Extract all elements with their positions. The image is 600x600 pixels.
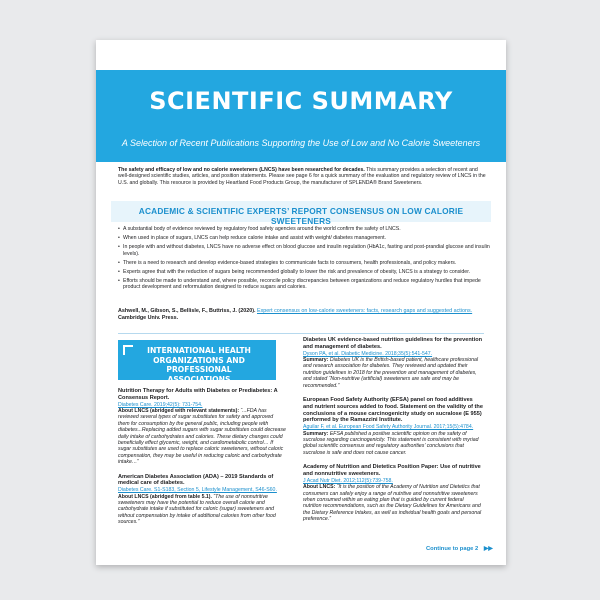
entry-text: “The use of nonnutritive sweeteners may have the potential to reduce overall calorie and carbohydrate intake if substituted for caloric (sugar) sweeteners and without compensation by intake of additional calories from other food sources.” — [118, 493, 276, 526]
entry-title: American Diabetes Association (ADA) – 2019 Standards of medical care of diabetes. — [118, 473, 274, 487]
right-column — [303, 337, 483, 531]
entry-text: “...FDA has reviewed several types of sugar substitutes for safety and approved them for consumption by the general public, including people with diabetes...Replacing added sugars with sugar substitutes could decrease daily intake of carbohydrates and calories. These dietary changes could beneficially effect glycemic, weight, and cardiometabolic control… If sugar substitutes are used to replace caloric sweeteners, without caloric compensation, they may be useful in reducing caloric and carbohydrate intake…” — [118, 408, 286, 466]
entry-title: Diabetes UK evidence-based nutrition guidelines for the prevention and management of diabetes. — [303, 337, 483, 350]
entry-text: Diabetes UK is the British-based patient, healthcare professional and research association for diabetes. They reviewed and updated their nutrition guidelines in 2018 for the prevention and management of diabetes, and stated “Non-nutritive (artificial) sweeteners are safe and may be recommended.” — [303, 357, 479, 389]
bracket-icon — [123, 345, 133, 355]
consensus-citation — [118, 308, 488, 322]
document-page — [96, 40, 506, 565]
intro-paragraph — [118, 167, 488, 186]
list-item: • Efforts should be made to understand and, where possible, reconcile policy discrepancies between organizations and reduce regulatory hurdles that impede product development and reformulation designed to reduce sugars and calories. — [118, 278, 490, 290]
list-item: • When used in place of sugars, LNCS can help reduce calorie intake and assist with weight/ diabetes management. — [118, 235, 490, 241]
double-arrow-icon: ▶▶ — [483, 546, 493, 552]
consensus-title: ACADEMIC & SCIENTIFIC EXPERTS’ REPORT CONSENSUS ON LOW CALORIE SWEETENERS — [138, 206, 464, 226]
publication-entry — [303, 464, 483, 522]
publication-entry — [303, 397, 483, 456]
entry-key: About LNCS: — [303, 484, 336, 491]
entry-body — [118, 408, 286, 466]
consensus-band — [111, 201, 491, 226]
entry-key: About LNCS (abridged with relevant statements): — [118, 408, 240, 414]
entry-key: About LNCS (abridged from table 5.1). — [118, 493, 212, 500]
list-item: • There is a need to research and develop evidence-based strategies to communicate facts to consumers, health professionals, and policy makers. — [118, 260, 490, 266]
intro-bold: The safety and efficacy of low and no calorie sweeteners (LNCS) have been researched for decades. — [118, 167, 365, 173]
list-item: • Experts agree that with the reduction of sugars being recommended globally to lower the risk and prevalence of obesity, LNCS is a strategy to consider. — [118, 269, 490, 275]
title-banner — [96, 70, 506, 162]
left-column — [118, 340, 286, 534]
entry-reference-link[interactable]: Diabetes Care. 2019;42(5): 731-754. — [118, 401, 203, 408]
intro-text: This summary provides a selection of recent and well-designed scientific studies, articles, and position statements. Please see page 6 for a quick summary of the evaluation and regulatory review of LNCS in the U.S. and globally. This resource is provided by Heartland Food Products Group, the manufacturer of SPLENDA® Brand Sweeteners. — [118, 167, 486, 186]
intl-orgs-banner — [118, 340, 276, 384]
entry-reference-link[interactable]: Diabetes Care. S1-S183, Section 5, Lifestyle Management, S46-S60. — [118, 487, 277, 494]
publication-entry — [118, 388, 286, 466]
consensus-list — [118, 226, 490, 294]
entry-text: EFSA published a positive scientific opinion on the safety of sucralose regarding carcinogenicity. This statement is consistent with myriad global scientific consensus and regulatory authorities’ conclusions that sucralose is safe and does not cause cancer. — [303, 430, 479, 456]
entry-title: European Food Safety Authority (EFSA) panel on food additives and nutrient sources added to food. Statement on the validity of the conclusions of a mouse carcinogenicity study on sucralose (E 955) performed by the Ramazzini Institute. — [303, 397, 483, 424]
entry-reference-link[interactable]: Aguilar F, et al. European Food Safety Authority Journal. 2017;15(5):4784. — [303, 424, 474, 431]
publication-entry — [118, 474, 286, 526]
continue-link[interactable] — [426, 546, 493, 552]
entry-reference-link[interactable]: J Acad Nutr Diet. 2012;112(5):739-758. — [303, 477, 393, 484]
citation-journal: Cambridge Univ. Press. — [118, 315, 179, 321]
page-title: SCIENTIFIC SUMMARY — [149, 87, 453, 115]
continue-label: Continue to page 2 — [426, 546, 479, 552]
entry-body — [303, 484, 483, 522]
entry-body — [303, 431, 483, 457]
entry-title: Nutrition Therapy for Adults with Diabetes or Prediabetes: A Consensus Report. — [118, 388, 278, 401]
intl-orgs-label: INTERNATIONAL HEALTH ORGANIZATIONS AND PROFESSIONAL ASSOCIATIONS — [147, 346, 251, 384]
entry-reference-link[interactable]: Dyson PA, et al. Diabetic Medicine. 2018;35(5):541-547. — [303, 350, 433, 357]
section-divider — [118, 333, 484, 334]
page-subtitle: A Selection of Recent Publications Supporting the Use of Low and No Calorie Sweeteners — [121, 138, 481, 148]
citation-link[interactable]: Expert consensus on low-calorie sweeteners: facts, research gaps and suggested actions. — [257, 308, 473, 314]
entry-text: “It is the position of the Academy of Nutrition and Dietetics that consumers can safely enjoy a range of nutritive and nonnutritive sweeteners when consumed within an eating plan that is guided by current federal nutrition recommendations, such as the Dietary Guidelines for Americans and the Dietary Reference Intakes, as well as individual health goals and personal preference.” — [303, 484, 482, 523]
entry-key: Summary: — [303, 357, 329, 363]
list-item: • In people with and without diabetes, LNCS have no adverse effect on blood glucose and insulin regulation (HbA1c, fasting and post-prandial glucose and insulin levels). — [118, 244, 490, 256]
entry-body — [303, 357, 483, 389]
list-item: • A substantial body of evidence reviewed by regulatory food safety agencies around the world confirm the safety of LNCS. — [118, 226, 490, 232]
publication-entry — [303, 337, 483, 389]
citation-authors: Ashwell, M., Gibson, S., Bellisle, F., Buttriss, J. (2020). — [118, 308, 256, 314]
entry-body — [118, 494, 286, 526]
entry-key: Summary: — [303, 430, 329, 437]
entry-title: Academy of Nutrition and Dietetics Position Paper: Use of nutritive and nonnutritive sweeteners. — [303, 464, 481, 478]
